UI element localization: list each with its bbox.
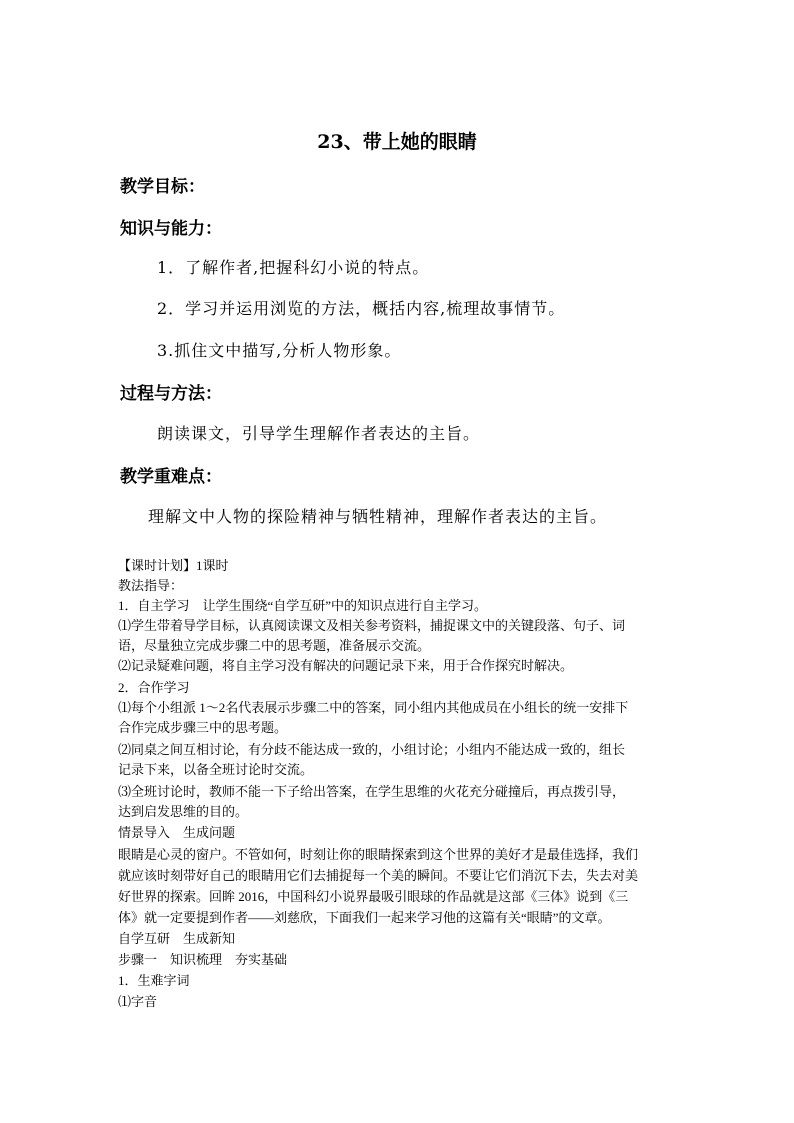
heading-process: 过程与方法： [120,384,222,404]
plan-line: ⑵记录疑难问题，将自主学习没有解决的问题记录下来，用于合作探究时解决。 [118,658,574,673]
key-points-text: 理解文中人物的探险精神与牺牲精神，理解作者表达的主旨。 [148,507,608,526]
plan-line: 【课时计划】1课时 [118,558,229,573]
plan-line: 眼睛是心灵的窗户。不管如何，时刻让你的眼睛探索到这个世界的美好才是最佳选择，我们 [118,847,639,862]
process-text: 朗读课文，引导学生理解作者表达的主旨。 [157,424,481,443]
knowledge-item: 3.抓住文中描写,分析人物形象。 [157,341,402,360]
plan-line: 教法指导： [118,578,184,593]
plan-line: ⑴字音 [118,994,158,1009]
plan-line: ⑶全班讨论时，教师不能一下子给出答案，在学生思维的火花充分碰撞后，再点拨引导， [118,784,626,799]
plan-line: 好世界的探索。回眸 2016，中国科幻小说界最吸引眼球的作品就是这部《三体》说到《三 [118,889,629,904]
heading-knowledge: 知识与能力： [120,219,222,239]
plan-line: 1．生难字词 [118,973,190,988]
plan-line: ⑴每个小组派 1～2名代表展示步骤二中的答案，同小组内其他成员在小组长的统一安排下 [118,700,629,715]
plan-line: 语，尽量独立完成步骤二中的思考题，准备展示交流。 [118,638,431,653]
plan-line: 体》就一定要提到作者——刘慈欣，下面我们一起来学习他的这篇有关“眼睛”的文章。 [118,910,611,925]
plan-line: 就应该时刻带好自己的眼睛用它们去捕捉每一个美的瞬间。不要让它们消沉下去，失去对美 [118,868,639,883]
knowledge-item: 2．学习并运用浏览的方法，概括内容,梳理故事情节。 [157,299,566,318]
plan-line: 步骤一 知识梳理 夯实基础 [118,952,288,967]
plan-line: 记录下来，以备全班讨论时交流。 [118,762,314,777]
plan-line: 2．合作学习 [118,680,190,695]
plan-line: 合作完成步骤三中的思考题。 [118,720,288,735]
plan-line: ⑵同桌之间互相讨论，有分歧不能达成一致的，小组讨论；小组内不能达成一致的，组长 [118,742,626,757]
plan-line: 达到启发思维的目的。 [118,804,249,819]
knowledge-item: 1．了解作者,把握科幻小说的特点。 [157,258,430,277]
plan-line: ⑴学生带着导学目标，认真阅读课文及相关参考资料，捕捉课文中的关键段落、句子、词 [118,618,626,633]
plan-line: 1．自主学习 让学生围绕“自学互研”中的知识点进行自主学习。 [118,598,488,613]
page-title: 23、带上她的眼睛 [317,131,477,153]
heading-key-points: 教学重难点： [120,467,222,487]
plan-line: 情景导入 生成问题 [118,825,236,840]
heading-objectives: 教学目标： [120,177,205,197]
plan-line: 自学互研 生成新知 [118,931,236,946]
